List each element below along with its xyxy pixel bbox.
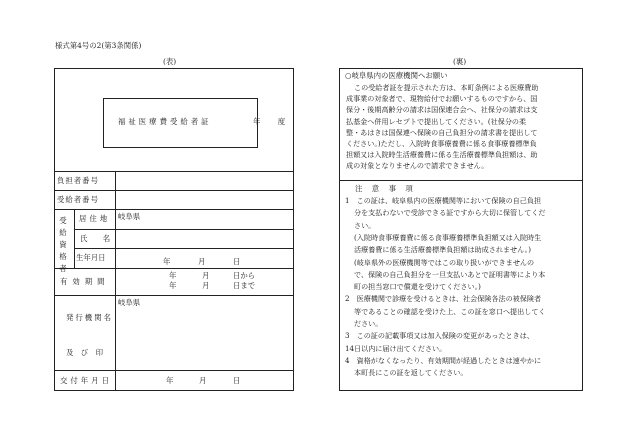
recipient-group-label: 受給資格者 [59, 216, 67, 273]
seal-label: 及 び 印 [66, 348, 103, 357]
notice-line: 払基金へ併用レセプトで提出してください。(社保分の柔 [346, 116, 527, 126]
notice-line: この受給者証を提示された方は、本町条例による医療費助 [354, 83, 539, 92]
issuer-label: 発行機関名 [66, 313, 113, 322]
note-line: 分を支払わないで受診できる証ですから大切に保管してくだ [354, 208, 546, 218]
notice-title: ○岐阜県内の医療機関へお願い [345, 71, 448, 80]
valid-until-day: 日まで [233, 281, 256, 290]
notice-line: 成の対象となりませんので請求できません。 [346, 161, 489, 171]
valid-from-month: 月 [202, 271, 210, 280]
valid-until-year: 年 [169, 281, 177, 290]
note-line: 14日以内に届け出てください。 [345, 343, 447, 353]
note-line: さい。 [354, 220, 376, 230]
note-line: 1 この証は、岐阜県内の医療機関等において保険の自己負担 [345, 196, 542, 205]
issue-day-unit: 日 [233, 376, 241, 385]
note-line: (入院時食事療養費に係る食事療養標準負担額又は入院時生 [354, 232, 542, 242]
front-side-label: (表) [163, 57, 177, 66]
note-line: 2 医療機関で診療を受けるときは、社会保険各法の被保険者 [345, 294, 542, 304]
note-line: 4 資格がなくなったり、有効期間が経過したときは速やかに [345, 355, 542, 365]
notice-line: 保分・後期高齢分の請求は国保連合会へ、社保分の請求は支 [346, 105, 538, 115]
notice-line: 成事業の対象者で、現物給付でお願いするものですから、国 [346, 94, 538, 104]
payer-number-label: 負担者番号 [57, 176, 99, 185]
note-line: ださい。 [354, 319, 383, 328]
name-label: 氏 名 [80, 234, 115, 243]
birth-day-unit: 日 [233, 257, 241, 266]
issuer-value: 岐阜県 [118, 298, 141, 307]
birth-year-unit: 年 [163, 257, 171, 266]
form-number: 様式第4号の2(第3条関係) [55, 41, 142, 50]
recipient-number-label: 受給者番号 [57, 195, 99, 204]
note-line: で、保険の自己負担分を一旦支払いあとで証明書等により本 [354, 269, 546, 279]
valid-until-month: 月 [202, 281, 210, 290]
certificate-title: 福祉医療費受給者証 [118, 117, 212, 126]
notes-title: 注 意 事 項 [355, 184, 414, 193]
note-line: 3 この証の記載事項又は加入保険の変更があったときは、 [345, 331, 534, 341]
birthdate-label: 生年月日 [76, 253, 106, 262]
note-line: (岐阜県外の医療機関等ではこの取り扱いができませんの [354, 257, 535, 267]
valid-from-day: 日から [233, 271, 256, 280]
notice-line: ください。)ただし、入院時食事療養費に係る食事療養標準負 [346, 139, 537, 148]
valid-from-year: 年 [169, 271, 177, 280]
fiscal-year-label: 年 度 [253, 117, 291, 126]
note-line: 町の担当窓口で償還を受けてください。) [354, 282, 481, 292]
note-line: 本町長にこの証を返してください。 [354, 368, 468, 378]
validity-label: 有効期間 [60, 277, 110, 286]
notice-line: 整・あはきは国保連へ保険の自己負担分の請求書を提出して [346, 127, 538, 137]
issue-month-unit: 月 [199, 376, 207, 385]
back-side-label: (裏) [453, 57, 467, 66]
note-line: 等であることの確認を受けた上、この証を窓口へ提出してく [354, 306, 546, 316]
issue-year-unit: 年 [166, 376, 174, 385]
birth-month-unit: 月 [198, 257, 206, 266]
address-value: 岐阜県 [118, 212, 141, 221]
issue-date-label: 交付年月日 [60, 376, 112, 385]
notice-line: 担額又は入院時生活療養費に係る生活療養標準負担額は、助 [346, 150, 538, 160]
address-label: 居住地 [79, 214, 111, 223]
note-line: 活療養費に係る生活療養標準負担額は助成されません。) [354, 245, 531, 255]
